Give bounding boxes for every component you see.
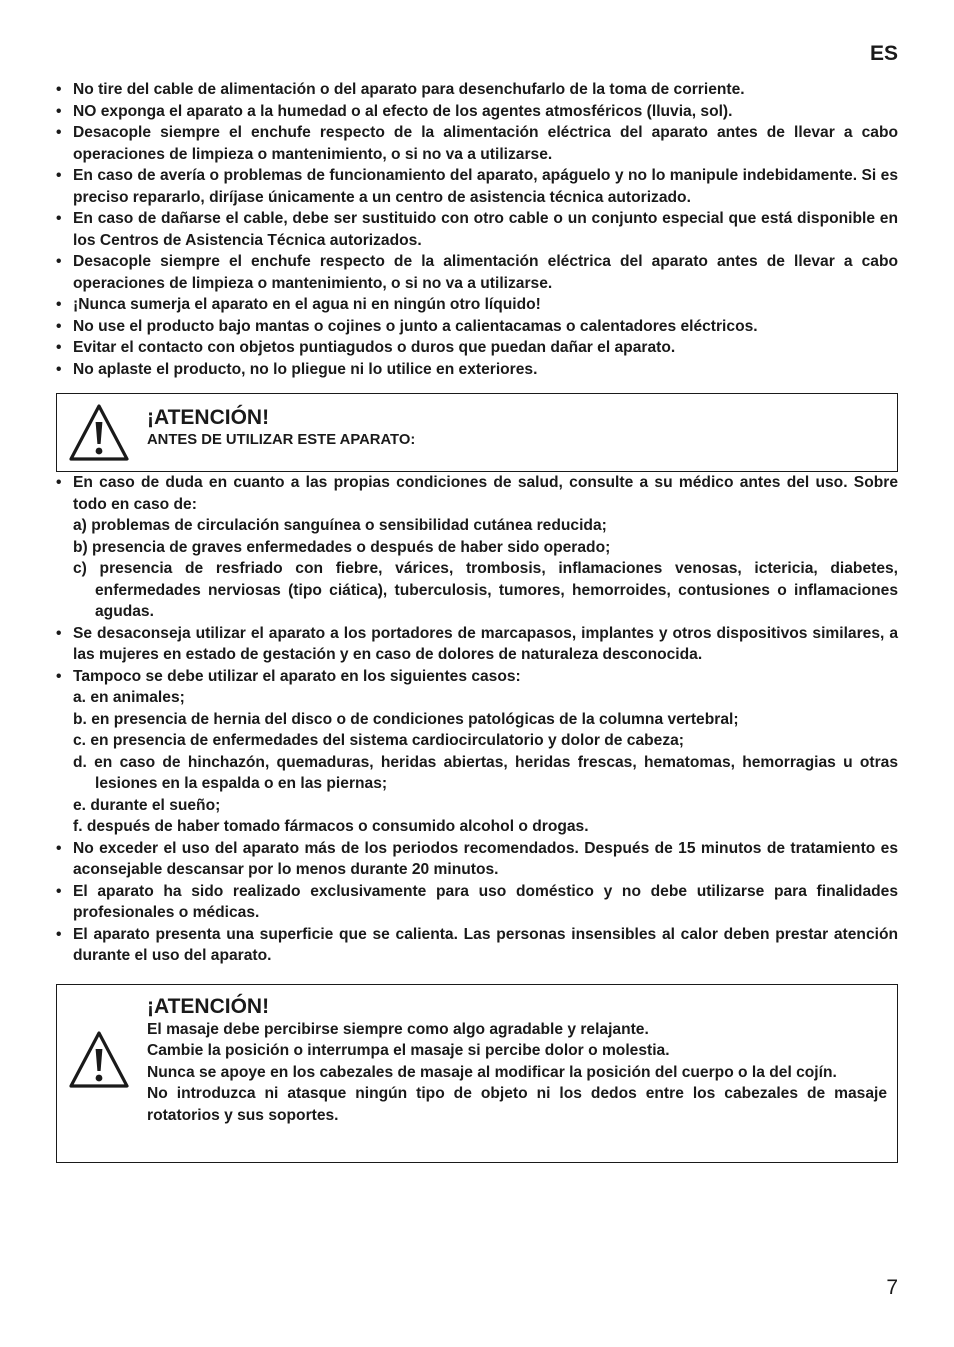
list-item: • No use el producto bajo mantas o cojines o junto a calientacamas o calentadores eléctricos. (56, 316, 898, 338)
warning-title: ¡ATENCIÓN! (147, 406, 270, 429)
page-content (56, 79, 898, 1163)
precautions-list (56, 472, 898, 967)
sub-item: f. después de haber tomado fármacos o consumido alcohol o drogas. (73, 818, 589, 835)
warning-box-before-use (56, 393, 898, 472)
warning-line: No introduzca ni atasque ningún tipo de objeto ni los dedos entre los cabezales de masaje rotatorios y sus soportes. (147, 1085, 887, 1124)
list-item: • No tire del cable de alimentación o del aparato para desenchufarlo de la toma de corriente. (56, 79, 898, 101)
list-item: • No exceder el uso del aparato más de los periodos recomendados. Después de 15 minutos de tratamiento es aconsejable descansar por lo menos durante 20 minutos. (56, 838, 898, 881)
warning-box-massage (56, 984, 898, 1163)
list-item: • Desacople siempre el enchufe respecto de la alimentación eléctrica del aparato antes de llevar a cabo operaciones de limpieza o mantenimiento, o si no va a utilizarse. (56, 122, 898, 165)
language-tag: ES (869, 42, 898, 65)
warning-line: El masaje debe percibirse siempre como algo agradable y relajante. (147, 1020, 649, 1038)
list-item: • NO exponga el aparato a la humedad o al efecto de los agentes atmosféricos (lluvia, sol). (56, 101, 898, 123)
warning-subtitle: ANTES DE UTILIZAR ESTE APARATO: (147, 432, 416, 448)
page-number: 7 (886, 1276, 898, 1299)
list-item (56, 666, 898, 838)
list-item-text: Tampoco se debe utilizar el aparato en los siguientes casos: (73, 667, 521, 685)
sub-item: c) presencia de resfriado con fiebre, várices, trombosis, inflamaciones venosas, ictericia, diabetes, enfermedades nerviosas (tipo ciática), tuberculosis, tumores, hemorroides, contusiones o inflamaciones agudas. (73, 560, 898, 620)
list-item: • En caso de avería o problemas de funcionamiento del aparato, apáguelo y no lo manipule indebidamente. Si es preciso repararlo, diríjase únicamente a un centro de asistencia técnica autorizado. (56, 165, 898, 208)
list-item: • Se desaconseja utilizar el aparato a los portadores de marcapasos, implantes y otros dispositivos similares, a las mujeres en estado de gestación y en caso de dolores de naturaleza desconocida. (56, 623, 898, 666)
warning-line: Cambie la posición o interrumpa el masaje si percibe dolor o molestia. (147, 1042, 670, 1059)
sub-item: d. en caso de hinchazón, quemaduras, heridas abiertas, heridas frescas, hematomas, hemorragias u otras lesiones en la espalda o en las piernas; (73, 753, 898, 792)
sub-item: b) presencia de graves enfermedades o después de haber sido operado; (73, 538, 611, 556)
sub-item: a) problemas de circulación sanguínea o sensibilidad cutánea reducida; (73, 517, 607, 534)
list-item: • En caso de dañarse el cable, debe ser sustituido con otro cable o un conjunto especial que está disponible en los Centros de Asistencia Técnica autorizados. (56, 208, 898, 251)
warning-title: ¡ATENCIÓN! (147, 994, 270, 1018)
list-item: • No aplaste el producto, no lo pliegue ni lo utilice en exteriores. (56, 359, 898, 381)
sub-item: b. en presencia de hernia del disco o de condiciones patológicas de la columna vertebral; (73, 710, 739, 728)
warning-line: Nunca se apoye en los cabezales de masaje al modificar la posición del cuerpo o la del cojín. (147, 1063, 837, 1081)
sub-item: e. durante el sueño; (73, 796, 221, 814)
list-item: • ¡Nunca sumerja el aparato en el agua ni en ningún otro líquido! (56, 294, 898, 316)
list-item: • Evitar el contacto con objetos puntiagudos o duros que puedan dañar el aparato. (56, 337, 898, 359)
list-item-text: En caso de duda en cuanto a las propias condiciones de salud, consulte a su médico antes del uso. Sobre todo en caso de: (73, 474, 898, 513)
warning-triangle-icon (67, 1029, 131, 1091)
safety-list (56, 79, 898, 380)
list-item: • Desacople siempre el enchufe respecto de la alimentación eléctrica del aparato antes de llevar a cabo operaciones de limpieza o mantenimiento, o si no va a utilizarse. (56, 251, 898, 294)
warning-body (147, 1019, 887, 1127)
list-item (56, 472, 898, 623)
sub-item: c. en presencia de enfermedades del sistema cardiocirculatorio y dolor de cabeza; (73, 732, 684, 749)
sub-item: a. en animales; (73, 689, 185, 706)
list-item: • El aparato ha sido realizado exclusivamente para uso doméstico y no debe utilizarse para finalidades profesionales o médicas. (56, 881, 898, 924)
list-item: • El aparato presenta una superficie que se calienta. Las personas insensibles al calor deben prestar atención durante el uso del aparato. (56, 924, 898, 967)
warning-triangle-icon (67, 402, 131, 464)
